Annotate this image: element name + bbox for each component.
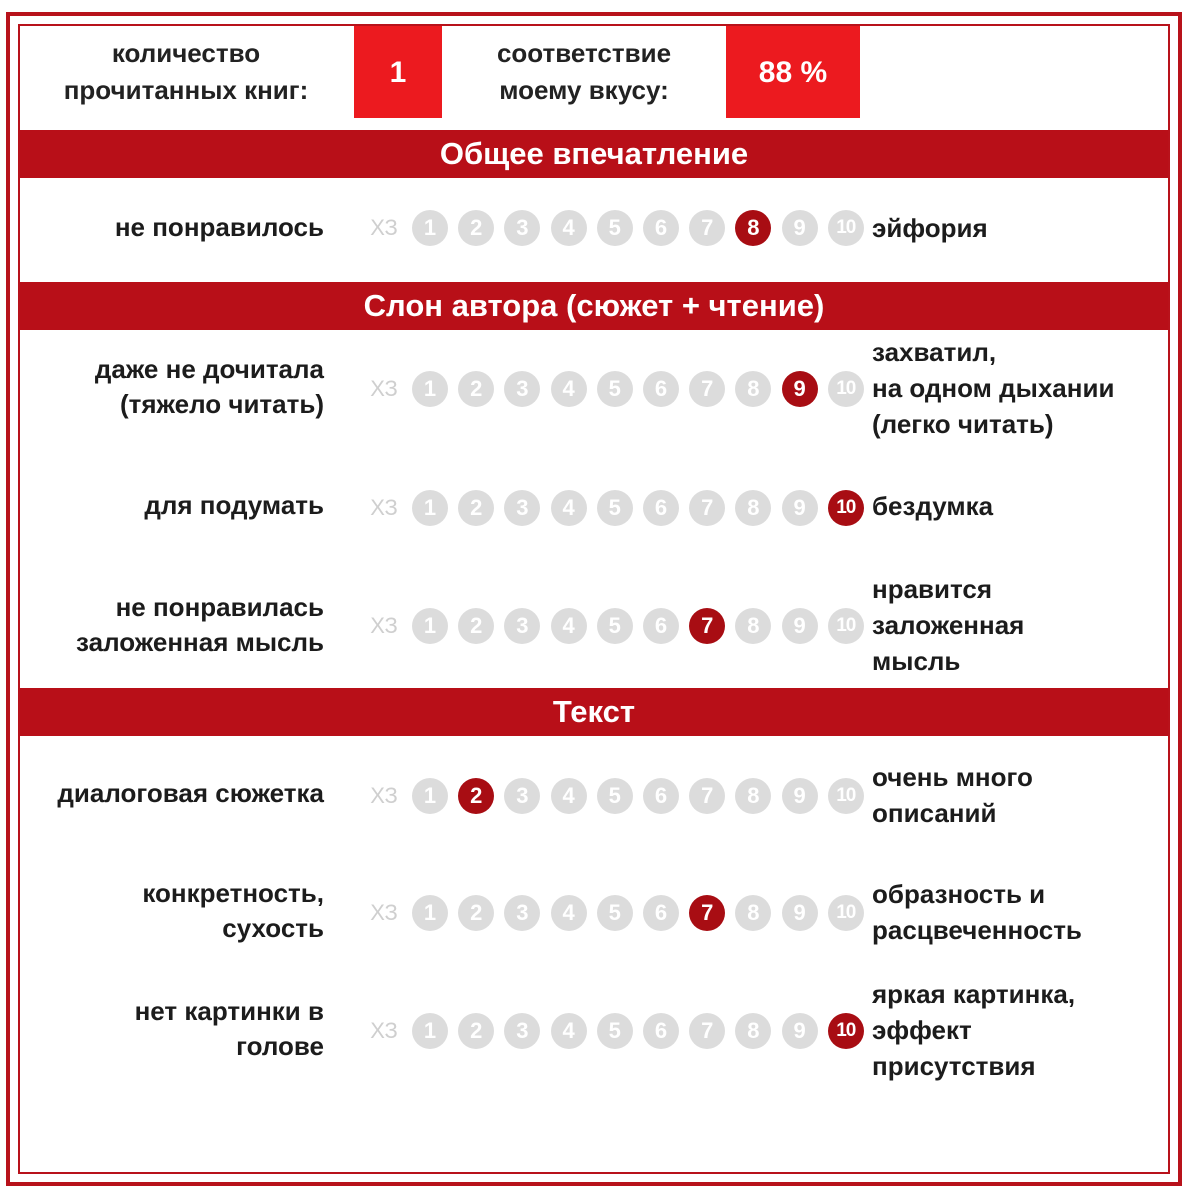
row-left-label: даже не дочитала (тяжело читать) <box>94 354 324 419</box>
score-dot-6: 6 <box>643 895 679 931</box>
score-dot-10: 10 <box>828 210 864 246</box>
score-dot-8: 8 <box>735 778 771 814</box>
unknown-option: ХЗ <box>370 376 398 401</box>
score-dot-1: 1 <box>412 371 448 407</box>
score-dot-9: 9 <box>782 210 818 246</box>
score-dot-6: 6 <box>643 371 679 407</box>
score-dot-5: 5 <box>597 490 633 526</box>
score-dot-10: 10 <box>828 778 864 814</box>
score-dot-6: 6 <box>643 490 679 526</box>
score-dot-3: 3 <box>504 778 540 814</box>
score-dot-6: 6 <box>643 1013 679 1049</box>
score-dot-9: 9 <box>782 490 818 526</box>
score-dot-4: 4 <box>551 490 587 526</box>
score-dot-10-selected: 10 <box>828 1013 864 1049</box>
score-dot-7: 7 <box>689 778 725 814</box>
rating-scale <box>366 1011 866 1051</box>
score-dot-8: 8 <box>735 895 771 931</box>
unknown-option: ХЗ <box>370 495 398 520</box>
score-dot-1: 1 <box>412 1013 448 1049</box>
score-dot-2: 2 <box>458 895 494 931</box>
taste-match-label: соответствие моему вкусу: <box>496 38 672 105</box>
score-dot-8: 8 <box>735 371 771 407</box>
score-dot-10: 10 <box>828 371 864 407</box>
score-dot-2: 2 <box>458 1013 494 1049</box>
unknown-option: ХЗ <box>370 783 398 808</box>
row-right-label: нравится заложенная мысль <box>872 574 1025 676</box>
score-dot-10-selected: 10 <box>828 490 864 526</box>
row-left-label: конкретность, сухость <box>142 878 324 943</box>
score-dot-7: 7 <box>689 1013 725 1049</box>
row-right-label: очень много описаний <box>872 762 1033 828</box>
score-dot-10: 10 <box>828 608 864 644</box>
row-right-label: эйфория <box>872 213 988 243</box>
score-dot-4: 4 <box>551 210 587 246</box>
score-dot-6: 6 <box>643 778 679 814</box>
score-dot-7: 7 <box>689 371 725 407</box>
score-dot-5: 5 <box>597 895 633 931</box>
row-left-label: нет картинки в голове <box>134 996 324 1061</box>
summary-row <box>20 26 1168 132</box>
score-dot-3: 3 <box>504 490 540 526</box>
rating-scale <box>366 488 866 528</box>
rating-scale <box>366 606 866 646</box>
row-right-label: бездумка <box>872 491 994 521</box>
score-dot-8-selected: 8 <box>735 210 771 246</box>
score-dot-2: 2 <box>458 371 494 407</box>
score-dot-8: 8 <box>735 490 771 526</box>
score-dot-1: 1 <box>412 608 448 644</box>
section-title-overall: Общее впечатление <box>20 130 1168 178</box>
score-dot-8: 8 <box>735 608 771 644</box>
row-left-label: не понравилось <box>114 212 324 242</box>
score-dot-7: 7 <box>689 490 725 526</box>
score-dot-9: 9 <box>782 1013 818 1049</box>
row-right-label: образность и расцвеченность <box>872 879 1082 945</box>
score-dot-3: 3 <box>504 608 540 644</box>
rating-scale <box>366 369 866 409</box>
score-dot-5: 5 <box>597 778 633 814</box>
unknown-option: ХЗ <box>370 1018 398 1043</box>
score-dot-7-selected: 7 <box>689 895 725 931</box>
score-dot-1: 1 <box>412 210 448 246</box>
rating-scale <box>366 208 866 248</box>
score-dot-2: 2 <box>458 490 494 526</box>
rating-scale <box>366 893 866 933</box>
score-dot-4: 4 <box>551 895 587 931</box>
score-dot-5: 5 <box>597 371 633 407</box>
row-left-label: диалоговая сюжетка <box>57 778 324 808</box>
unknown-option: ХЗ <box>370 900 398 925</box>
score-dot-5: 5 <box>597 1013 633 1049</box>
score-dot-9: 9 <box>782 608 818 644</box>
score-dot-9: 9 <box>782 895 818 931</box>
taste-match-value: 88 % <box>726 26 860 118</box>
score-dot-2-selected: 2 <box>458 778 494 814</box>
score-dot-4: 4 <box>551 608 587 644</box>
row-right-label: яркая картинка, эффект присутствия <box>872 979 1076 1081</box>
score-dot-6: 6 <box>643 608 679 644</box>
card-inner <box>18 24 1170 1174</box>
score-dot-1: 1 <box>412 778 448 814</box>
score-dot-10: 10 <box>828 895 864 931</box>
score-dot-7: 7 <box>689 210 725 246</box>
score-dot-9: 9 <box>782 778 818 814</box>
row-left-label: для подумать <box>144 490 324 520</box>
score-dot-3: 3 <box>504 895 540 931</box>
unknown-option: ХЗ <box>370 215 398 240</box>
score-dot-3: 3 <box>504 1013 540 1049</box>
score-dot-2: 2 <box>458 210 494 246</box>
score-dot-5: 5 <box>597 210 633 246</box>
score-dot-3: 3 <box>504 210 540 246</box>
score-dot-2: 2 <box>458 608 494 644</box>
score-dot-7-selected: 7 <box>689 608 725 644</box>
score-dot-4: 4 <box>551 371 587 407</box>
books-count-label: количество прочитанных книг: <box>63 38 309 105</box>
score-dot-1: 1 <box>412 895 448 931</box>
unknown-option: ХЗ <box>370 613 398 638</box>
rating-card <box>6 12 1182 1186</box>
score-dot-1: 1 <box>412 490 448 526</box>
row-right-label: захватил, на одном дыхании (легко читать) <box>872 337 1115 439</box>
section-title-text: Текст <box>20 688 1168 736</box>
score-dot-4: 4 <box>551 1013 587 1049</box>
row-left-label: не понравилась заложенная мысль <box>76 592 324 657</box>
score-dot-8: 8 <box>735 1013 771 1049</box>
score-dot-4: 4 <box>551 778 587 814</box>
score-dot-3: 3 <box>504 371 540 407</box>
section-title-plot: Слон автора (сюжет + чтение) <box>20 282 1168 330</box>
score-dot-6: 6 <box>643 210 679 246</box>
books-count-value: 1 <box>354 26 442 118</box>
score-dot-5: 5 <box>597 608 633 644</box>
rating-scale <box>366 776 866 816</box>
score-dot-9-selected: 9 <box>782 371 818 407</box>
